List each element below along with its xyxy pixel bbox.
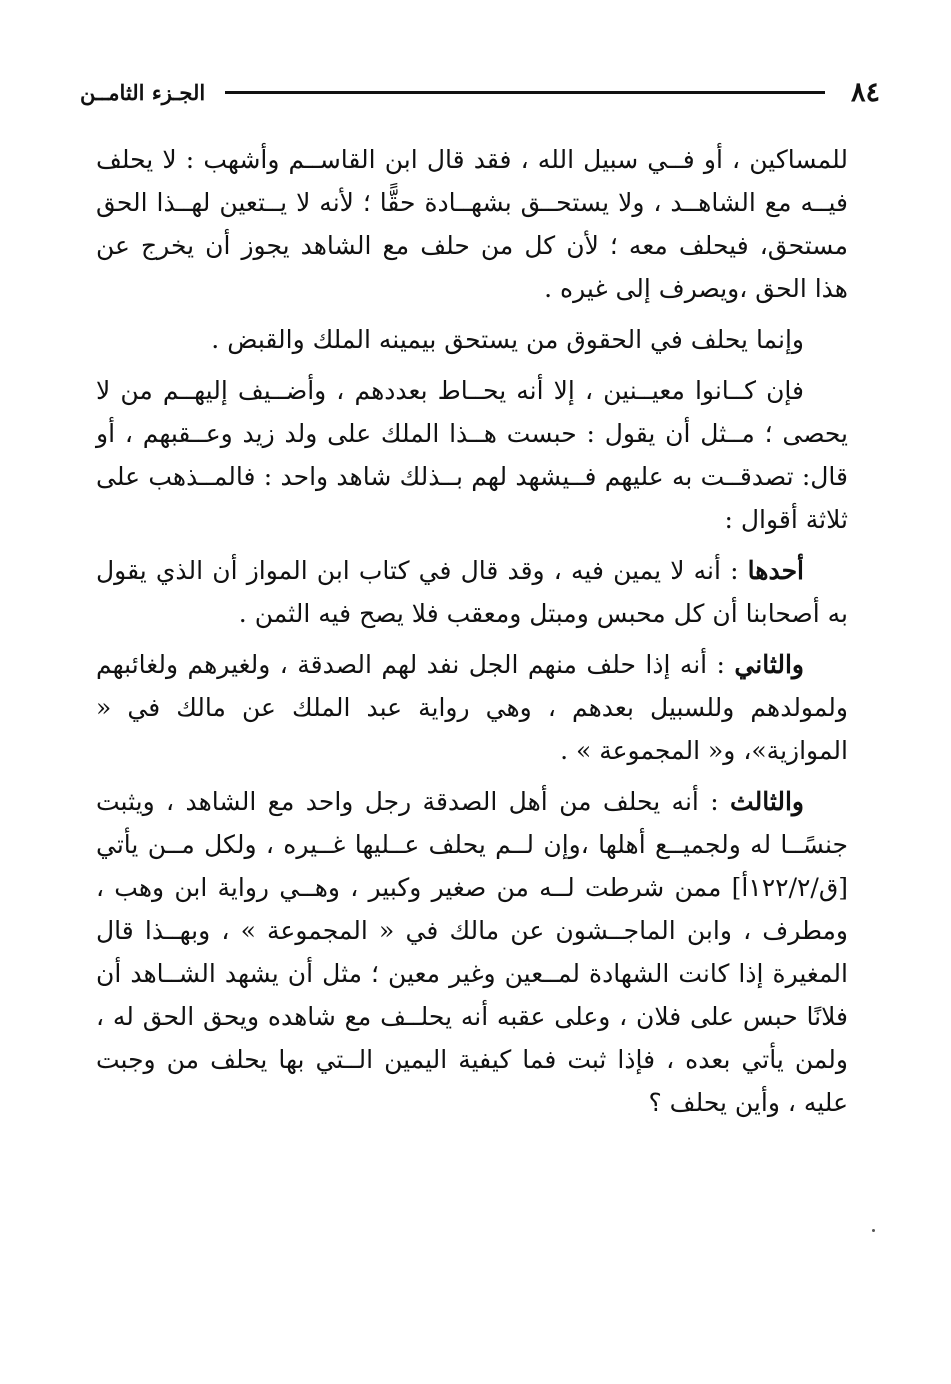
paragraph-text: وإنما يحلف في الحقوق من يستحق بيمينه الملك والقبض . [211, 325, 804, 354]
paragraph-6 [96, 780, 848, 1124]
header-rule [225, 91, 825, 94]
paragraph-text: : أنه يحلف من أهل الصدقة رجل واحد مع الشاهد ، ويثبت جنسًــا له ولجميــع أهلها ،وإن لــم يحلف عــليها غــيره ، ولكل مــن يأتي [ق/١٢٢/٢أ] ممن شرطت لــه من صغير وكبير ، وهــي رواية ابن وهب ، ومطرف ، وابن الماجــشون عن مالك في « المجموعة » ، وبهــذا قال المغيرة إذا كانت الشهادة لمــعين وغير معين ؛ مثل أن يشهد الشــاهد أن فلانًا حبس على فلان ، وعلى عقبه أنه يحلــف مع شاهده ويحق الحق له ، ولمن يأتي بعده ، فإذا ثبت فما كيفية اليمين الــتي بها يحلف من وجبت عليه ، وأين يحلف ؟ [96, 787, 848, 1117]
page-number: ٨٤ [850, 76, 880, 108]
paragraph-text: فإن كــانوا معيــنين ، إلا أنه يحــاط بعددهم ، وأضــيف إليهــم من لا يحصى ؛ مــثل أن يقول : حبست هــذا الملك على ولد زيد وعــقبهم ، أو قال: تصدقــت به عليهم فــيشهد لهم بــذلك شاهد واحد : فالمــذهب على ثلاثة أقوال : [96, 376, 848, 534]
paragraph-text: : أنه إذا حلف منهم الجل نفد لهم الصدقة ، ولغيرهم ولغائبهم ولمولدهم وللسبيل بعدهم ، وهي رواية عبد الملك عن مالك في « الموازية»، و« المجموعة » . [96, 650, 848, 765]
paragraph-5 [96, 643, 848, 772]
paragraph-4 [96, 549, 848, 635]
paragraph-lead: والثالث [730, 787, 804, 816]
body-text [96, 138, 848, 1124]
paragraph-lead: أحدها [747, 556, 804, 585]
paragraph-lead: والثاني [734, 650, 804, 679]
running-title: الجـزء الثامــن [80, 79, 206, 105]
paragraph-2 [96, 318, 848, 361]
paragraph-3 [96, 369, 848, 541]
paragraph-1 [96, 138, 848, 310]
scan-speck [872, 1229, 875, 1232]
paragraph-text: للمساكين ، أو فــي سبيل الله ، فقد قال ابن القاســم وأشهب : لا يحلف فيــه مع الشاهــد ، ولا يستحــق بشهــادة حقًّا ؛ لأنه لا يــتعين لهــذا الحق مستحق، فيحلف معه ؛ لأن كل من حلف مع الشاهد يجوز أن يخرج عن هذا الحق ،ويصرف إلى غيره . [96, 145, 848, 303]
paragraph-text: : أنه لا يمين فيه ، وقد قال في كتاب ابن المواز أن الذي يقول به أصحابنا أن كل محبس ومبتل ومعقب فلا يصح فيه الثمن . [96, 556, 848, 628]
page-header [80, 72, 880, 112]
